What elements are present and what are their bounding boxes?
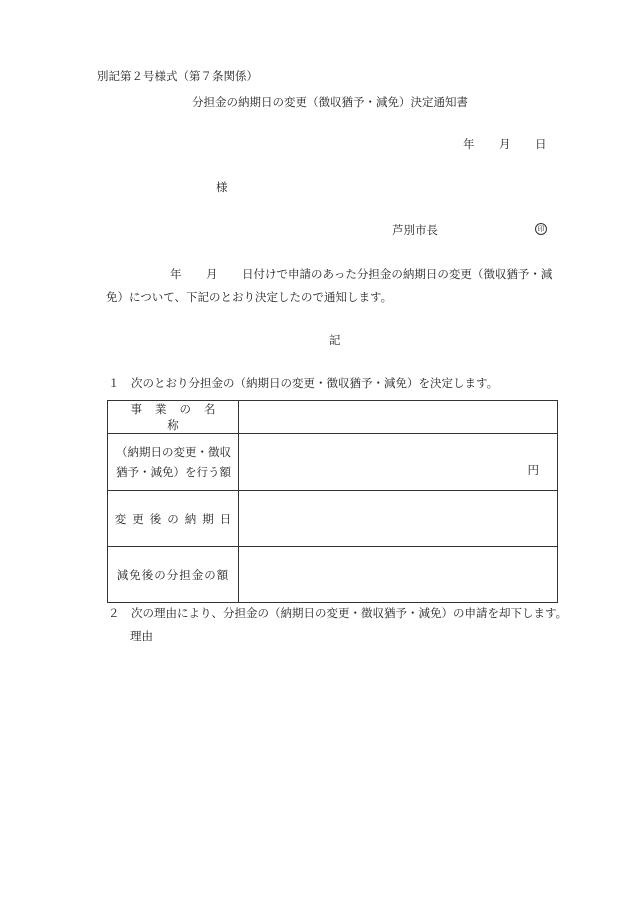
reason-label: 理由 — [130, 629, 153, 643]
body-text-line1: 日付けで申請のあった分担金の納期日の変更（徴収猶予・減 — [242, 267, 553, 281]
item-1-text: １ 次のとおり分担金の（納期日の変更・徴収猶予・減免）を決定します。 — [108, 376, 499, 390]
body-month-label: 月 — [206, 267, 218, 281]
table-row — [108, 434, 558, 491]
date-month-label: 月 — [499, 137, 511, 151]
yen-unit: 円 — [527, 463, 539, 477]
body-year-label: 年 — [170, 267, 182, 281]
new-due-date-value — [239, 491, 558, 547]
decision-table — [107, 400, 558, 603]
form-reference: 別記第２号様式（第７条関係） — [97, 69, 258, 83]
new-due-date-label: 変更後の納期日 — [108, 491, 239, 547]
addressee-honorific: 様 — [216, 180, 228, 194]
table-row — [108, 401, 558, 434]
seal-mark: 印 — [535, 223, 547, 235]
amount-label-line2: 猶予・減免）を行う額 — [116, 465, 231, 479]
item-2-text: ２ 次の理由により、分担金の（納期日の変更・徴収猶予・減免）の申請を却下します。 — [108, 606, 568, 620]
amount-label-line1: （納期日の変更・徴収 — [116, 445, 231, 459]
amount-label — [108, 434, 239, 491]
project-name-value — [239, 401, 558, 434]
body-text-line2: 免）について、下記のとおり決定したので通知します。 — [106, 290, 393, 304]
amount-value — [239, 434, 558, 491]
ki-heading: 記 — [329, 333, 341, 347]
table-row — [108, 547, 558, 603]
issuer-name: 芦別市長 — [392, 223, 438, 237]
project-name-label: 事業の名称 — [108, 401, 239, 434]
date-day-label: 日 — [535, 137, 547, 151]
document-title: 分担金の納期日の変更（徴収猶予・減免）決定通知書 — [192, 95, 468, 109]
reduced-amount-label: 減免後の分担金の額 — [108, 547, 239, 603]
date-year-label: 年 — [463, 137, 475, 151]
table-row — [108, 491, 558, 547]
reduced-amount-value — [239, 547, 558, 603]
